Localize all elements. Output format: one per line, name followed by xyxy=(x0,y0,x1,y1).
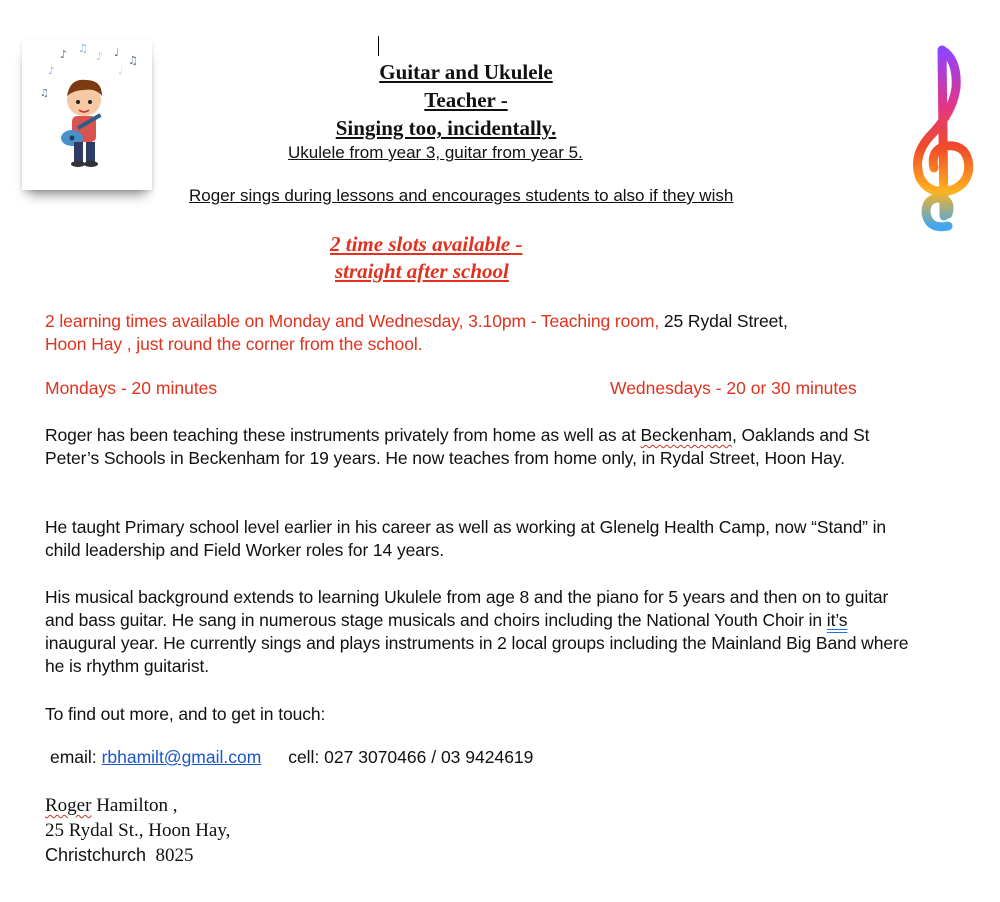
text-cursor xyxy=(378,36,379,56)
slots-line-1: 2 time slots available - xyxy=(330,232,523,256)
svg-text:♩: ♩ xyxy=(118,66,123,77)
email-label: email: xyxy=(50,747,97,767)
paragraph-background xyxy=(45,586,915,678)
learning-times xyxy=(45,310,915,356)
address-city-line xyxy=(45,843,230,868)
learning-times-red: 2 learning times available on Monday and Wednesday, 3.10pm - Teaching room, xyxy=(45,311,660,331)
spelling-flag-roger: Roger xyxy=(45,795,92,816)
paragraph-background-a: His musical background extends to learning Ukulele from age 8 and the piano for 5 years and then on to guitar and bass guitar. He sang in numerous stage musicals and choirs including the National Youth Choir in xyxy=(45,587,889,630)
learning-times-line2: Hoon Hay , just round the corner from the school. xyxy=(45,334,423,354)
title-line-2: Teacher - xyxy=(424,88,508,112)
cell-numbers: cell: 027 3070466 / 03 9424619 xyxy=(288,747,534,767)
paragraph-history xyxy=(45,424,915,470)
spelling-flag-beckenham: Beckenham xyxy=(640,425,732,445)
find-out-more: To find out more, and to get in touch: xyxy=(45,704,326,724)
paragraph-history-b: , Oaklands and St Peter’s Schools in Beckenham for 19 years. He now teaches from home only, in Rydal Street, Hoon Hay. xyxy=(45,425,870,468)
sings-note: Roger sings during lessons and encourages students to also if they wish xyxy=(189,186,734,205)
title-line-1: Guitar and Ukulele xyxy=(379,60,553,84)
mondays-duration: Mondays - 20 minutes xyxy=(45,378,218,398)
svg-text:♫: ♫ xyxy=(128,54,138,67)
title-line-3: Singing too, incidentally. xyxy=(335,116,557,140)
contact-line xyxy=(50,747,533,768)
wednesdays-duration: Wednesdays - 20 or 30 minutes xyxy=(610,378,857,398)
svg-text:♪: ♪ xyxy=(48,66,55,77)
svg-text:♫: ♫ xyxy=(40,88,49,99)
svg-text:♫: ♫ xyxy=(78,42,88,55)
paragraph-background-b: inaugural year. He currently sings and plays instruments in 2 local groups including the Mainland Big Band where he is rhythm guitarist. xyxy=(45,633,909,676)
svg-text:♪: ♪ xyxy=(96,50,104,63)
address-name xyxy=(45,793,230,818)
address-block xyxy=(45,793,230,868)
email-link[interactable]: rbhamilt@gmail.com xyxy=(101,747,262,767)
paragraph-history-a: Roger has been teaching these instruments privately from home as well as at xyxy=(45,425,641,445)
address-street: 25 Rydal St., Hoon Hay, xyxy=(45,820,231,841)
subtitle: Ukulele from year 3, guitar from year 5. xyxy=(288,143,583,162)
paragraph-career: He taught Primary school level earlier in his career as well as working at Glenelg Health Camp, now “Stand” in child leadership and Field Worker roles for 14 years. xyxy=(45,517,887,560)
address-postcode: 8025 xyxy=(155,845,194,866)
svg-text:♩: ♩ xyxy=(114,46,120,59)
learning-times-address: 25 Rydal Street, xyxy=(663,311,788,331)
svg-text:♪: ♪ xyxy=(60,48,68,61)
address-name-rest: Hamilton , xyxy=(91,795,178,816)
grammar-flag-its: it’s xyxy=(826,610,848,630)
slots-line-2: straight after school xyxy=(335,259,509,283)
address-city: Christchurch xyxy=(45,845,147,865)
